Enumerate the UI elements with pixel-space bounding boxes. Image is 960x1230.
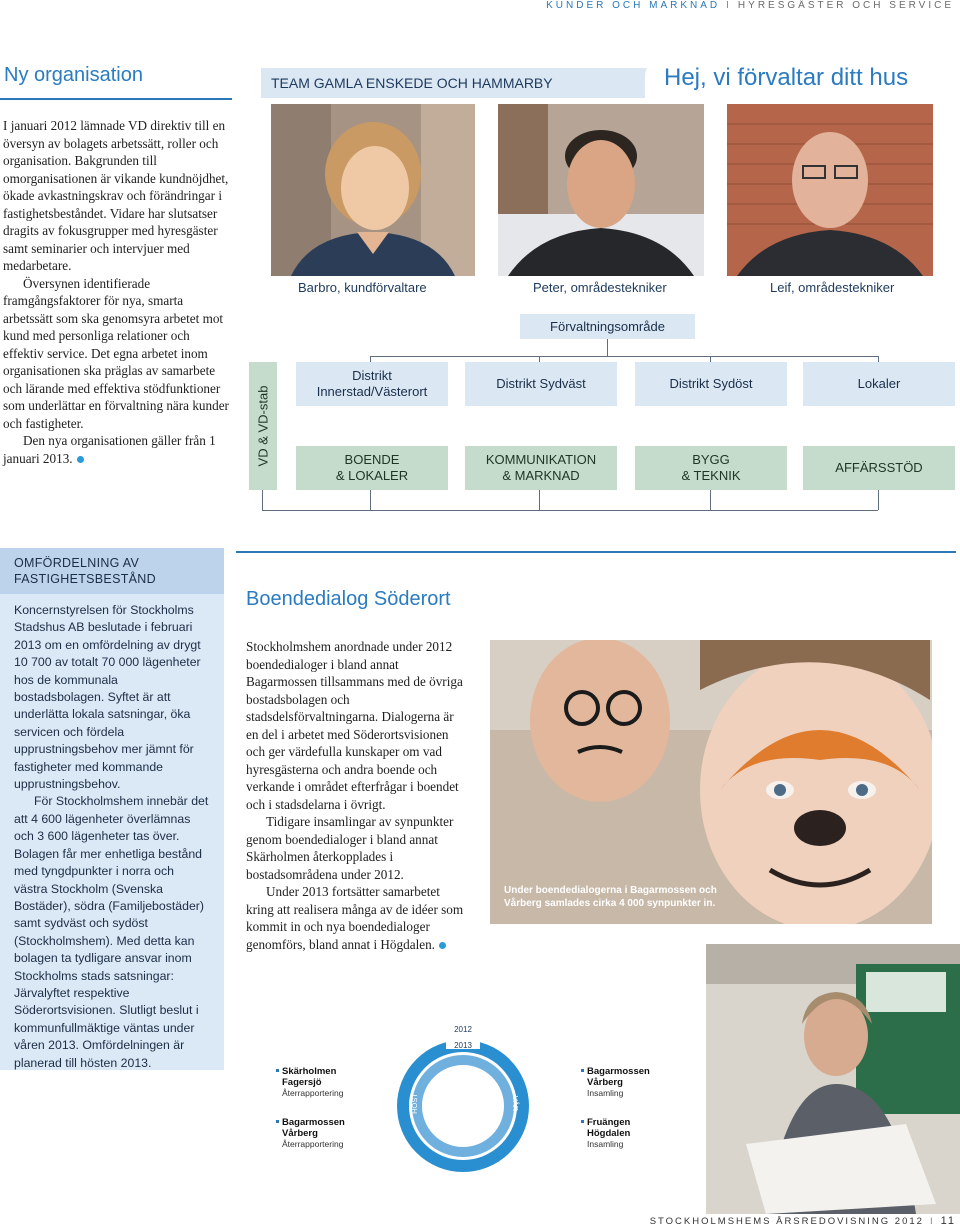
- vd-stab-label: VD & VD-stab: [255, 385, 271, 467]
- title-rule: [0, 98, 232, 100]
- district-box: Distrikt Sydväst: [465, 362, 617, 406]
- dialog-closing: Under 2013 fortsätter samarbetet kring att realisera många av de idéer som kommit in och nya boendedialoger genomförs, bland annat i Högdalen.: [246, 884, 464, 952]
- function-box: KOMMUNIKATION & MARKNAD: [465, 446, 617, 490]
- article-body: [3, 117, 231, 467]
- footer-separator: I: [929, 1216, 935, 1227]
- connector-line: [607, 339, 608, 356]
- dialog-body: [246, 638, 468, 953]
- header-section: KUNDER OCH MARKNAD: [546, 0, 721, 11]
- connector-line: [262, 490, 263, 510]
- district-box: Distrikt Sydöst: [635, 362, 787, 406]
- legend-sub: Återrapportering: [282, 1088, 344, 1098]
- legend-bullet: [581, 1120, 584, 1123]
- page-number: 11: [940, 1215, 956, 1227]
- end-dot-icon: [77, 456, 84, 463]
- member-caption: Barbro, kundförvaltare: [298, 280, 427, 295]
- article-closing: Den nya organisationen gäller från 1 januari 2013.: [3, 433, 216, 466]
- year-label-2012: 2012: [454, 1025, 472, 1034]
- connector-line: [710, 490, 711, 510]
- connector-line: [539, 490, 540, 510]
- page-header: [546, 0, 954, 11]
- legend-title: Skärholmen Fagersjö: [282, 1066, 337, 1088]
- legend-bullet: [276, 1120, 279, 1123]
- article-paragraph: I januari 2012 lämnade VD direktiv till en översyn av bolagets arbetssätt, roller och organisation. Bakgrunden till omorganisationen är vikande kundnöjdhet, ökade avkastningskrav och förändringar i fastighetsbeståndet. Vidare har slutsatser dragits av fokusgrupper med hyresgäster samt seminarier och intervjuer med medarbetare.: [3, 118, 229, 273]
- member-caption: Peter, områdestekniker: [533, 280, 667, 295]
- children-face-paint-photo: [490, 640, 932, 924]
- section-rule: [236, 551, 956, 553]
- portrait-barbro: [271, 104, 475, 276]
- article-paragraph: [3, 432, 231, 467]
- year-label-2013: 2013: [454, 1041, 472, 1050]
- header-subsection: HYRESGÄSTER OCH SERVICE: [737, 0, 954, 11]
- dialog-paragraph: Tidigare insamlingar av synpunkter genom boendedialoger i bland annat Skärholmen återkopplades i bostadsområdena under 2012.: [246, 814, 454, 882]
- legend-item: [587, 1117, 697, 1149]
- district-box: Distrikt Innerstad/Västerort: [296, 362, 448, 406]
- sidebar-heading: OMFÖRDELNING AV FASTIGHETSBESTÅND: [0, 548, 224, 594]
- article-paragraph: Översynen identifierade framgångsfaktorer för nya, smarta arbetssätt som ska genomsyra arbetet mot kund med personliga relationer och effektiv service. Det egna arbetet inom organisationen ska präglas av samarbete och lärande med effektiva stödfunktioner som underlättar en förvaltning nära kunder och fastigheter.: [3, 275, 229, 431]
- photo-caption: Under boendedialogerna i Bagarmossen och Vårberg samlades cirka 4 000 synpunkter in.: [504, 885, 717, 909]
- connector-line: [878, 490, 879, 510]
- sidebar-paragraph: För Stockholmshem innebär det att 4 600 lägenheter överlämnas och 3 600 lägenheter tas över. Bolagen får mer enhetliga bestånd med tyngdpunkter i norra och västra Stockholm (Svenska Bostäder), södra (Familjebostäder) samt sydväst och sydöst (Stockholmshem). Med detta kan bolagen ta tydligare ansvar inom Stockholms stads satsningar: Järvalyftet respektive Söderortsvisionen. Slutligt beslut i kommunfullmäktige väntas under våren 2013. Omfördelningen är planerad till hösten 2013.: [14, 794, 209, 1070]
- function-box: AFFÄRSSTÖD: [803, 446, 955, 490]
- legend-sub: Insamling: [587, 1088, 624, 1098]
- portrait-peter: [498, 104, 704, 276]
- legend-title: Bagarmossen Vårberg: [587, 1066, 650, 1088]
- team-tagline: Hej, vi förvaltar ditt hus: [664, 64, 909, 91]
- team-banner-title: TEAM GAMLA ENSKEDE OCH HAMMARBY: [271, 75, 553, 91]
- vd-stab-box: [249, 362, 277, 490]
- dialog-paragraph: Stockholmshem anordnade under 2012 boendedialoger i bland annat Bagarmossen tillsammans med de övriga bostadsbolagen och stadsdelsförvaltningarna. Dialogerna är en del i arbetet med Söderortsvisionen och ger värdefulla kunskaper om vad hyresgästerna och andra boende och verkande i området efterfrågar i boendet och i stadsdelarna i övrigt.: [246, 639, 463, 812]
- member-caption: Leif, områdestekniker: [770, 280, 895, 295]
- legend-bullet: [276, 1069, 279, 1072]
- sidebar-body: [0, 594, 224, 1072]
- legend-item: [587, 1066, 697, 1098]
- portrait-leif: [727, 104, 933, 276]
- info-sidebar: [0, 548, 224, 1070]
- district-box: Lokaler: [803, 362, 955, 406]
- connector-line: [262, 510, 878, 511]
- article-title: Ny organisation: [4, 64, 143, 86]
- legend-item: [282, 1066, 392, 1098]
- footer-publication: STOCKHOLMSHEMS ÅRSREDOVISNING 2012: [649, 1216, 924, 1227]
- sidebar-paragraph: Koncernstyrelsen för Stockholms Stadshus AB beslutade i februari 2013 om en omfördelning av drygt 10 700 av totalt 70 000 lägenheter hos de kommunala bostadsbolagen. Syftet är att underlätta lokala satsningar, öka servicen och fördela upprustningsbehov mer jämnt för fastigheter med kommande upprustningsbehov.: [14, 603, 201, 792]
- management-area-box: Förvaltningsområde: [520, 314, 695, 339]
- legend-sub: Återrapportering: [282, 1139, 344, 1149]
- legend-item: [282, 1117, 392, 1149]
- arc-label-host: HÖST: [409, 1093, 419, 1114]
- dialog-paragraph: [246, 883, 468, 953]
- cycle-diagram: [396, 1021, 530, 1173]
- woman-writing-photo: [706, 944, 960, 1214]
- connector-line: [370, 490, 371, 510]
- legend-bullet: [581, 1069, 584, 1072]
- page-footer: [650, 1215, 956, 1227]
- end-dot-icon: [439, 942, 446, 949]
- legend-title: Bagarmossen Vårberg: [282, 1117, 345, 1139]
- dialog-title: Boendedialog Söderort: [246, 588, 451, 610]
- arc-label-var: VÅR: [511, 1095, 521, 1112]
- function-box: BYGG & TEKNIK: [635, 446, 787, 490]
- function-box: BOENDE & LOKALER: [296, 446, 448, 490]
- connector-line: [370, 356, 878, 357]
- legend-title: Fruängen Högdalen: [587, 1117, 631, 1139]
- header-separator: I: [726, 0, 732, 11]
- legend-sub: Insamling: [587, 1139, 624, 1149]
